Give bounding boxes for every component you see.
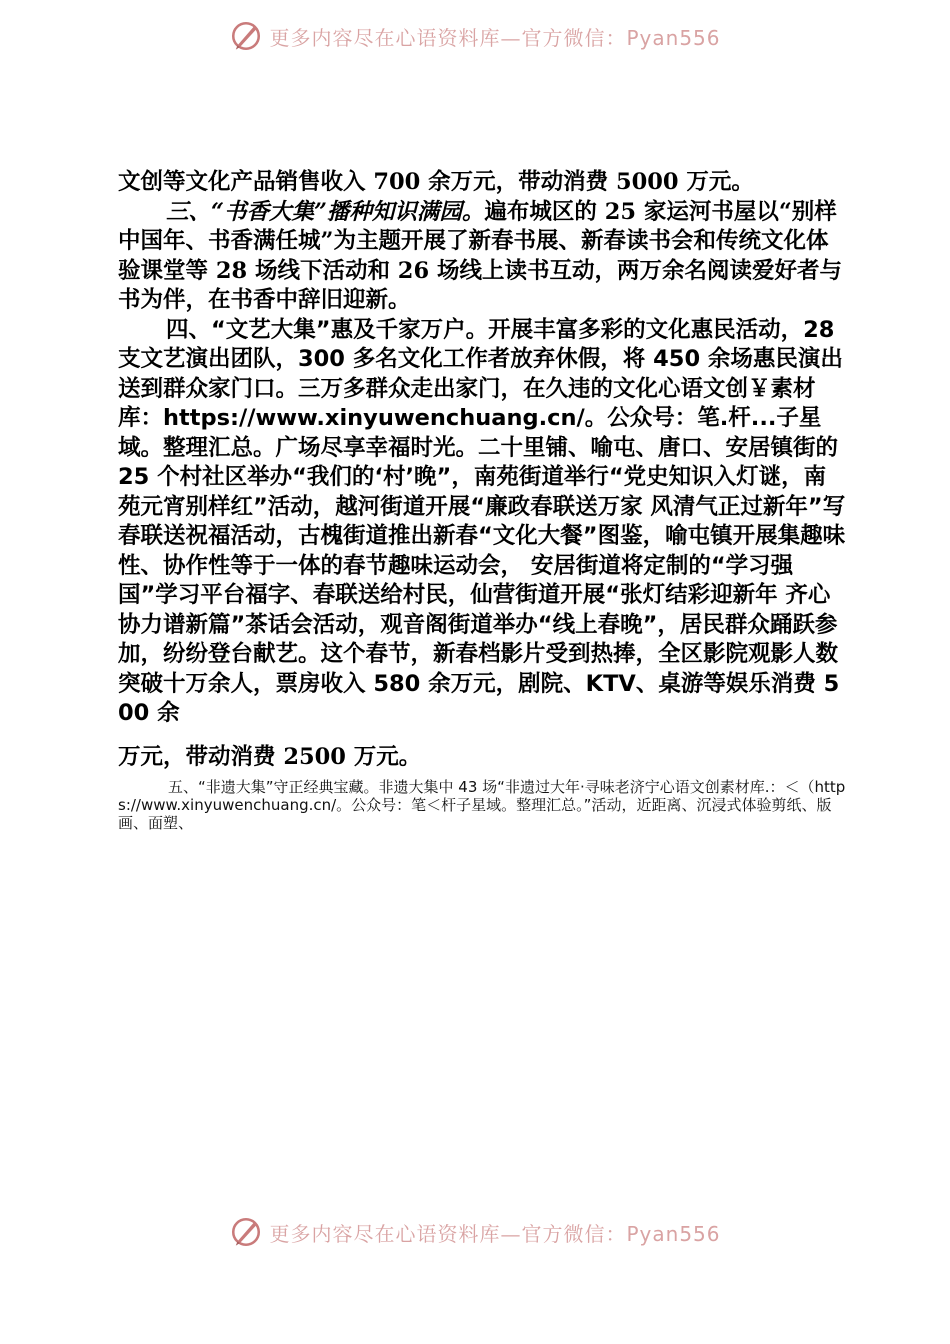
paragraph-2-body: 遍布城区的 25 家运河书屋以“别样中国年、书香满任城”为主题开展了新春书展、新春读书会和传统文化体验课堂等 28 场线下活动和 26 场线上读书互动，两万余名阅读爱好者与书为伴，在书香中辞旧迎新。: [118, 198, 842, 313]
paragraph-5: 五、“非遗大集”守正经典宝藏。非遗大集中 43 场“非遗过大年·寻味老济宁心语文创素材库.：＜（https://www.xinyuwenchuang.cn/。公众号：笔＜杆子星域。整理汇总。”活动，近距离、沉浸式体验剪纸、版画、面塑、: [118, 778, 846, 832]
paragraph-3: 四、“文艺大集”惠及千家万户。开展丰富多彩的文化惠民活动，28 支文艺演出团队，300 多名文化工作者放弃休假，将 450 余场惠民演出送到群众家门口。三万多群众走出家门，在久违的文化心语文创￥素材库：https://www.xinyuwenchuang.cn/。公众号：笔.杆...子星域。整理汇总。广场尽享幸福时光。二十里铺、喻屯、唐口、安居镇街的 25 个村社区举办“我们的‘村’晚”，南苑街道举行“党史知识入灯谜，南苑元宵别样红”活动，越河街道开展“廉政春联送万家 风清气正过新年”写春联送祝福活动，古槐街道推出新春“文化大餐”图鉴，喻屯镇开展集趣味性、协作性等于一体的春节趣味运动会， 安居街道将定制的“学习强国”学习平台福字、春联送给村民，仙营街道开展“张灯结彩迎新年 齐心协力谱新篇”茶话会活动，观音阁街道举办“线上春晚”，居民群众踊跃参加，纷纷登台献艺。这个春节，新春档影片受到热捧，全区影院观影人数突破十万余人，票房收入 580 余万元，剧院、KTV、桌游等娱乐消费 500 余: [118, 316, 846, 726]
section-heading-3: 三、“书香大集”播种知识满园。: [166, 198, 485, 225]
paragraph-4: 万元，带动消费 2500 万元。: [118, 743, 422, 770]
header-watermark: [0, 14, 950, 58]
footer-watermark: [0, 1210, 950, 1254]
pen-circle-logo-icon: [229, 1215, 263, 1249]
paragraph-2: [118, 198, 846, 316]
watermark-text: 更多内容尽在心语资料库—官方微信：Pyan556: [269, 1221, 721, 1246]
document-body: [118, 168, 846, 832]
watermark-text: 更多内容尽在心语资料库—官方微信：Pyan556: [269, 25, 721, 50]
pen-circle-logo-icon: [229, 19, 263, 53]
paragraph-1: 文创等文化产品销售收入 700 余万元，带动消费 5000 万元。: [118, 169, 754, 195]
